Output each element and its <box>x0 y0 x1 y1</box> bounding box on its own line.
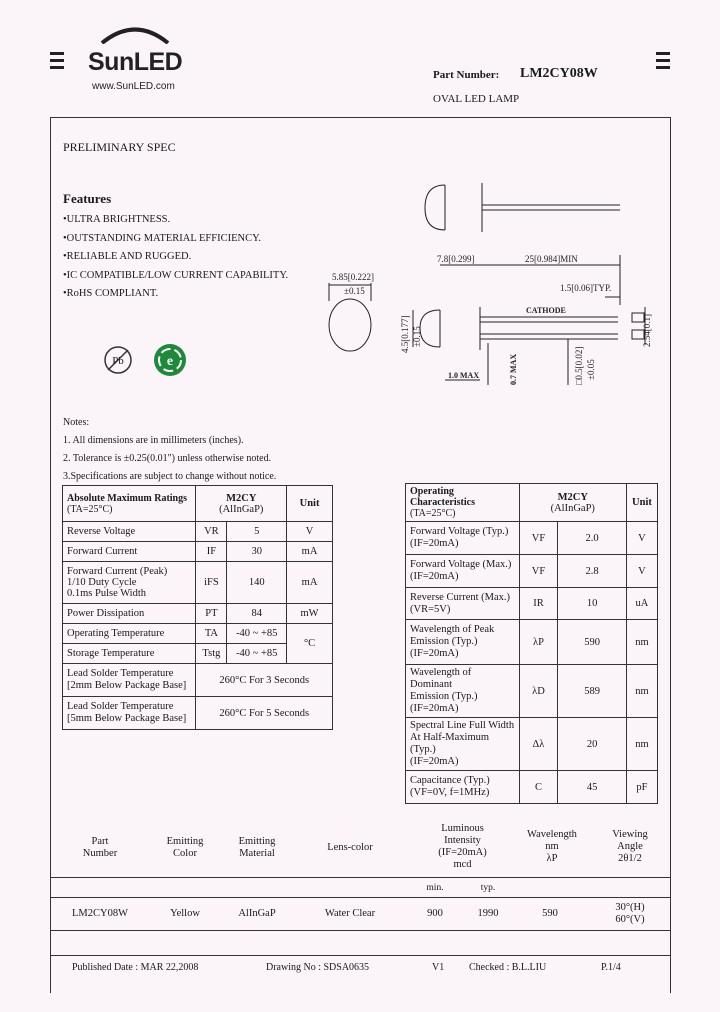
cell-text: Material <box>239 848 275 859</box>
table-row <box>63 542 333 562</box>
cell-text: Emitting <box>166 836 204 847</box>
table-cell: mA <box>287 562 333 604</box>
dim-height: 4.5[0.177] <box>400 315 410 353</box>
cell-text: Luminous <box>441 823 484 834</box>
cathode-label: CATHODE <box>526 306 566 315</box>
table-cell: Δλ <box>519 718 558 771</box>
cell-text: Forward Voltage (Max.) <box>410 559 512 570</box>
cell-text: Forward Current (Peak) <box>67 566 168 577</box>
cell-text: Reverse Current (Max.) <box>410 591 511 603</box>
feature-item: •RoHS COMPLIANT. <box>63 288 159 299</box>
cell-text: At Half-Maximum (Typ.) <box>410 732 490 755</box>
pb-free-icon <box>102 344 134 376</box>
dim-spacing: 2.54[0.1] <box>642 314 652 347</box>
cell-text: (AlInGaP) <box>550 502 595 514</box>
op-char-table <box>405 483 658 804</box>
notes <box>63 414 276 486</box>
cell-text: (AlInGaP) <box>219 503 264 515</box>
table-cell: °C <box>287 624 333 664</box>
row-min: 900 <box>427 908 443 919</box>
published-date: Published Date : MAR 22,2008 <box>72 962 199 973</box>
table-cell <box>406 620 520 665</box>
op-title-cell <box>406 484 520 522</box>
cell-text: Color <box>173 848 197 859</box>
company-logo: SunLED <box>88 48 183 76</box>
logo-arc-icon <box>100 22 170 44</box>
dim-lead: 25[0.984]MIN <box>525 254 578 264</box>
abs-unit-header: Unit <box>287 486 333 522</box>
col-lens-header <box>315 842 385 854</box>
cell-text: 1/10 Duty Cycle <box>67 577 137 588</box>
cell-text: Angle <box>617 841 643 852</box>
dim-width-tol: ±0.15 <box>344 286 365 296</box>
sub-min: min. <box>426 883 444 893</box>
cell-text: (IF=20mA) <box>438 847 487 858</box>
op-unit-header: Unit <box>626 484 657 522</box>
cell-text: Lead Solder Temperature <box>67 668 174 679</box>
features-list <box>63 211 288 304</box>
drawing-number: Drawing No : SDSA0635 <box>266 962 370 973</box>
table-cell: iFS <box>196 562 227 604</box>
note-item: 3.Specifications are subject to change without notice. <box>63 471 277 482</box>
table-cell: 2.0 <box>558 522 627 555</box>
cell-text: M2CY <box>557 491 588 503</box>
cell-text: Emission (Typ.) <box>410 691 478 702</box>
table-cell <box>406 771 520 804</box>
row-angle <box>600 902 660 926</box>
table-cell: V <box>626 555 657 588</box>
table-cell: Storage Temperature <box>63 644 196 664</box>
table-cell: nm <box>626 665 657 718</box>
col-intensity-header <box>425 823 500 871</box>
table-cell: Reverse Voltage <box>63 522 196 542</box>
table-cell <box>406 555 520 588</box>
guide-divider-top <box>51 877 670 878</box>
table-cell: 140 <box>227 562 287 604</box>
col-part-header <box>70 836 130 860</box>
table-cell <box>406 588 520 620</box>
row-lens: Water Clear <box>324 908 376 919</box>
col-angle-header <box>600 829 660 865</box>
table-row <box>406 555 658 588</box>
table-cell: TA <box>196 624 227 644</box>
cell-text: Emission (Typ.) <box>410 636 478 647</box>
guide-divider-bottom <box>51 930 670 931</box>
table-cell: VF <box>519 522 558 555</box>
dim-height-tol: ±0.15 <box>412 326 422 347</box>
table-cell <box>406 718 520 771</box>
cell-text: Wavelength of Dominant <box>410 667 472 690</box>
table-row <box>63 562 333 604</box>
dim-width: 5.85[0.222] <box>332 272 374 282</box>
dim-flange: 1.0 MAX <box>448 371 480 380</box>
table-cell: V <box>626 522 657 555</box>
cell-text: [5mm Below Package Base] <box>67 713 187 724</box>
table-cell: -40 ~ +85 <box>227 624 287 644</box>
cell-text: Capacitance (Typ.) <box>410 775 490 786</box>
table-row <box>63 697 333 730</box>
table-row <box>63 604 333 624</box>
table-cell: nm <box>626 620 657 665</box>
row-part: LM2CY08W <box>72 908 128 919</box>
feature-item: •ULTRA BRIGHTNESS. <box>63 214 171 225</box>
pb-label: Pb <box>112 355 124 367</box>
cell-text: λP <box>546 853 558 864</box>
table-cell: C <box>519 771 558 804</box>
cell-text: (IF=20mA) <box>410 571 459 582</box>
features-title: Features <box>63 191 112 206</box>
table-cell: VF <box>519 555 558 588</box>
cell-text: 2θ1/2 <box>618 853 642 864</box>
part-number: LM2CY08W <box>520 66 598 81</box>
table-cell <box>63 562 196 604</box>
feature-item: •OUTSTANDING MATERIAL EFFICIENCY. <box>63 232 261 244</box>
cell-text: Number <box>82 848 118 859</box>
feature-item: •IC COMPATIBLE/LOW CURRENT CAPABILITY. <box>63 269 289 281</box>
cell-text: Intensity <box>444 835 481 846</box>
table-cell: 260°C For 5 Seconds <box>196 697 333 730</box>
cell-text: Spectral Line Full Width <box>410 720 515 731</box>
table-cell <box>406 522 520 555</box>
dim-body: 7.8[0.299] <box>437 254 475 264</box>
row-material: AlInGaP <box>238 908 276 919</box>
cell-text: Lens-color <box>327 842 373 853</box>
table-row <box>406 771 658 804</box>
dim-pitch: 1.5[0.06]TYP. <box>560 283 612 293</box>
left-margin-marks <box>50 52 64 73</box>
cell-text: Absolute Maximum Ratings <box>67 492 188 504</box>
abs-title-cell <box>63 486 196 522</box>
cell-text: Emitting <box>238 836 276 847</box>
table-cell: uA <box>626 588 657 620</box>
table-cell: IF <box>196 542 227 562</box>
cell-text: [2mm Below Package Base] <box>67 680 187 691</box>
table-cell: IR <box>519 588 558 620</box>
table-cell: VR <box>196 522 227 542</box>
feature-item: •RELIABLE AND RUGGED. <box>63 251 192 262</box>
abs-max-table <box>62 485 333 730</box>
col-color-header <box>155 836 215 860</box>
table-row <box>63 624 333 644</box>
op-model-cell <box>519 484 626 522</box>
page-number: P.1/4 <box>601 962 621 973</box>
guide-divider-mid <box>51 897 670 898</box>
footer-divider <box>51 955 670 956</box>
row-wavelength: 590 <box>542 908 558 919</box>
company-url[interactable]: www.SunLED.com <box>92 81 175 92</box>
sub-typ: typ. <box>480 883 496 893</box>
cell-text: (TA=25°C) <box>67 503 113 515</box>
table-cell: 5 <box>227 522 287 542</box>
table-cell: Power Dissipation <box>63 604 196 624</box>
table-cell: 20 <box>558 718 627 771</box>
preliminary-label: PRELIMINARY SPEC <box>63 140 176 154</box>
cell-text: (IF=20mA) <box>410 703 459 714</box>
table-cell: mA <box>287 542 333 562</box>
cell-text: Lead Solder Temperature <box>67 701 174 712</box>
col-material-header <box>227 836 287 860</box>
col-wavelength-header <box>517 829 587 865</box>
notes-title: Notes: <box>63 417 90 428</box>
cell-text: (TA=25°C) <box>410 508 456 519</box>
cell-text: (IF=20mA) <box>410 538 459 549</box>
table-row <box>406 588 658 620</box>
table-cell: 30 <box>227 542 287 562</box>
cell-text: Wavelength of Peak <box>410 624 495 635</box>
cell-text: (IF=20mA) <box>410 756 459 767</box>
row-typ: 1990 <box>477 908 499 919</box>
table-cell <box>63 664 196 697</box>
table-cell <box>406 665 520 718</box>
abs-model-cell <box>196 486 287 522</box>
cell-text: Viewing <box>612 829 648 840</box>
table-cell: 45 <box>558 771 627 804</box>
package-drawing <box>320 175 665 395</box>
cell-text: Wavelength <box>527 829 577 840</box>
dim-lead-sq: □0.5[0.02] <box>574 346 584 385</box>
table-cell: V <box>287 522 333 542</box>
cell-text: 30°(H) <box>615 902 645 913</box>
cell-text: mcd <box>453 859 472 870</box>
rohs-icon <box>152 342 188 378</box>
right-margin-marks <box>656 52 670 73</box>
cell-text: nm <box>545 841 559 852</box>
cell-text: Operating Characteristics <box>410 486 475 508</box>
table-cell: -40 ~ +85 <box>227 644 287 664</box>
table-row <box>406 718 658 771</box>
table-cell: mW <box>287 604 333 624</box>
cell-text: Part <box>91 836 109 847</box>
dim-mold: 0.7 MAX <box>509 353 518 385</box>
table-row <box>406 665 658 718</box>
cell-text: (VR=5V) <box>410 603 451 615</box>
cell-text: 0.1ms Pulse Width <box>67 588 147 599</box>
table-cell: 589 <box>558 665 627 718</box>
cell-text: (VF=0V, f=1MHz) <box>410 787 490 798</box>
table-cell: pF <box>626 771 657 804</box>
version: V1 <box>432 962 445 973</box>
table-row <box>63 522 333 542</box>
table-cell: 2.8 <box>558 555 627 588</box>
table-cell: 10 <box>558 588 627 620</box>
table-cell: λD <box>519 665 558 718</box>
dim-lead-tol: ±0.05 <box>586 359 596 380</box>
table-cell <box>63 697 196 730</box>
table-row <box>406 620 658 665</box>
product-type: OVAL LED LAMP <box>433 93 520 105</box>
table-cell: PT <box>196 604 227 624</box>
table-cell: 260°C For 3 Seconds <box>196 664 333 697</box>
rohs-label: e <box>166 354 174 369</box>
table-cell: nm <box>626 718 657 771</box>
table-cell: 590 <box>558 620 627 665</box>
table-cell: λP <box>519 620 558 665</box>
table-row <box>63 664 333 697</box>
note-item: 1. All dimensions are in millimeters (inches). <box>63 435 244 446</box>
cell-text: 60°(V) <box>615 914 645 925</box>
table-cell: Forward Current <box>63 542 196 562</box>
cell-text: (IF=20mA) <box>410 648 459 659</box>
cell-text: M2CY <box>226 492 257 504</box>
note-item: 2. Tolerance is ±0.25(0.01") unless otherwise noted. <box>63 453 272 464</box>
table-row <box>406 522 658 555</box>
row-color: Yellow <box>170 908 200 919</box>
table-cell: Operating Temperature <box>63 624 196 644</box>
table-cell: 84 <box>227 604 287 624</box>
cell-text: Forward Voltage (Typ.) <box>410 526 509 537</box>
checked-by: Checked : B.L.LIU <box>469 962 547 973</box>
table-cell: Tstg <box>196 644 227 664</box>
part-number-label: Part Number: <box>433 69 500 81</box>
